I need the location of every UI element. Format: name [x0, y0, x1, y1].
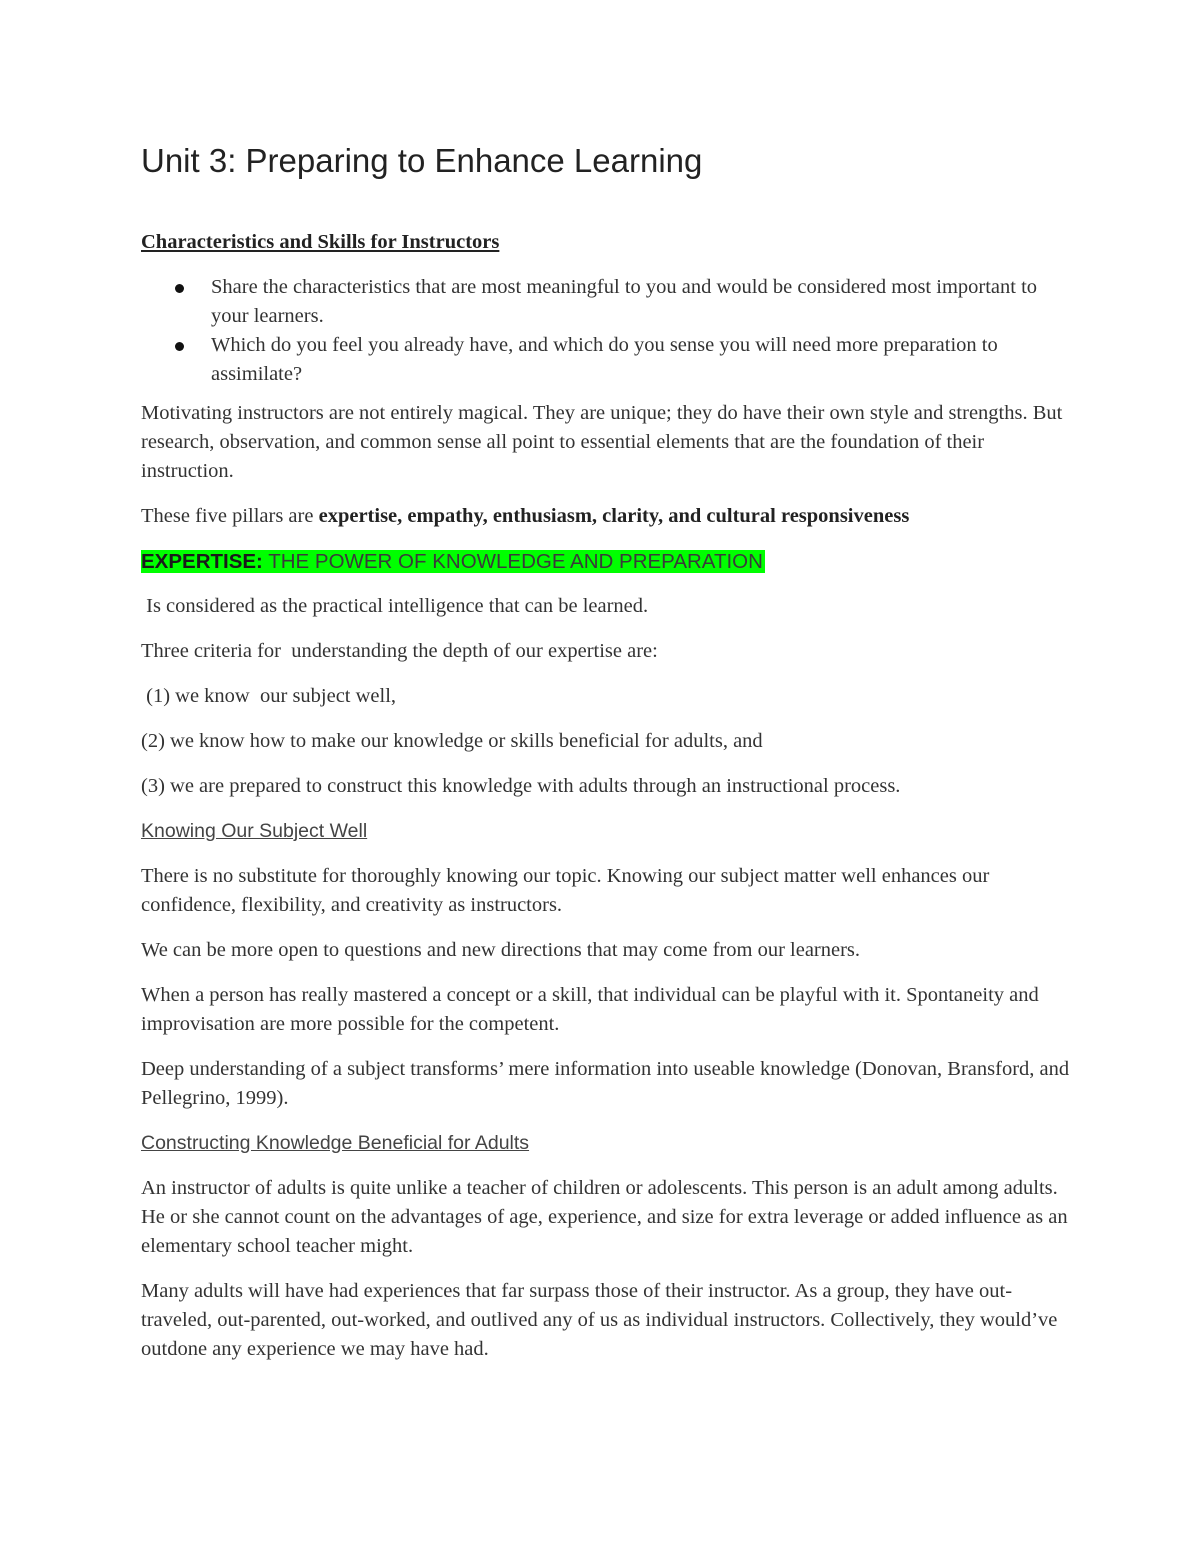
- knowing-paragraph: When a person has really mastered a concept or a skill, that individual can be playful with it. Spontaneity and improvisation are more possible for the competent.: [141, 984, 1039, 1035]
- subheading-constructing-knowledge: Constructing Knowledge Beneficial for Adults: [141, 1132, 530, 1154]
- subheading-knowing-subject: Knowing Our Subject Well: [141, 820, 368, 842]
- bullet-text: Which do you feel you already have, and which do you sense you will need more preparation to assimilate?: [211, 334, 998, 385]
- intro-paragraph: Motivating instructors are not entirely magical. They are unique; they do have their own style and strengths. But research, observation, and common sense all point to essential elements that are the foundation of their instruction.: [141, 402, 1063, 482]
- expertise-heading: [141, 547, 1071, 576]
- page-title: Unit 3: Preparing to Enhance Learning: [141, 142, 703, 179]
- list-item: [141, 331, 1071, 389]
- criteria-item: (3) we are prepared to construct this knowledge with adults through an instructional process.: [141, 775, 901, 797]
- pillars-lead: These five pillars are: [141, 505, 319, 527]
- knowing-paragraph: We can be more open to questions and new directions that may come from our learners.: [141, 939, 861, 961]
- knowing-paragraph: Deep understanding of a subject transforms’ mere information into useable knowledge (Donovan, Bransford, and Pellegrino, 1999).: [141, 1058, 1070, 1109]
- bullet-icon: [175, 284, 184, 293]
- section-heading-characteristics: Characteristics and Skills for Instructors: [141, 231, 500, 253]
- expertise-heading-key: EXPERTISE:: [141, 550, 263, 573]
- criteria-intro: Three criteria for understanding the depth of our expertise are:: [141, 640, 658, 662]
- bullet-list: [141, 273, 1071, 389]
- criteria-item: (1) we know our subject well,: [141, 685, 397, 707]
- list-item: [141, 273, 1071, 331]
- expertise-highlight: [141, 550, 765, 573]
- bullet-text: Share the characteristics that are most meaningful to you and would be considered most important to your learners.: [211, 276, 1038, 327]
- expertise-definition: Is considered as the practical intelligence that can be learned.: [141, 595, 649, 617]
- constructing-paragraph: An instructor of adults is quite unlike a teacher of children or adolescents. This person is an adult among adults. He or she cannot count on the advantages of age, experience, and size for extra leverage or added influence as an elementary school teacher might.: [141, 1177, 1068, 1257]
- document-body: [141, 228, 1071, 1380]
- knowing-paragraph: There is no substitute for thoroughly knowing our topic. Knowing our subject matter well enhances our confidence, flexibility, and creativity as instructors.: [141, 865, 990, 916]
- criteria-item: (2) we know how to make our knowledge or skills beneficial for adults, and: [141, 730, 763, 752]
- pillars-list: expertise, empathy, enthusiasm, clarity, and cultural responsiveness: [318, 505, 910, 527]
- constructing-paragraph: Many adults will have had experiences that far surpass those of their instructor. As a group, they have out-traveled, out-parented, out-worked, and outlived any of us as individual instructors. Collectively, they would’ve outdone any experience we may have had.: [141, 1280, 1058, 1360]
- expertise-heading-rest: THE POWER OF KNOWLEDGE AND PREPARATION: [262, 550, 763, 573]
- pillars-paragraph: [141, 502, 1071, 531]
- bullet-icon: [175, 342, 184, 351]
